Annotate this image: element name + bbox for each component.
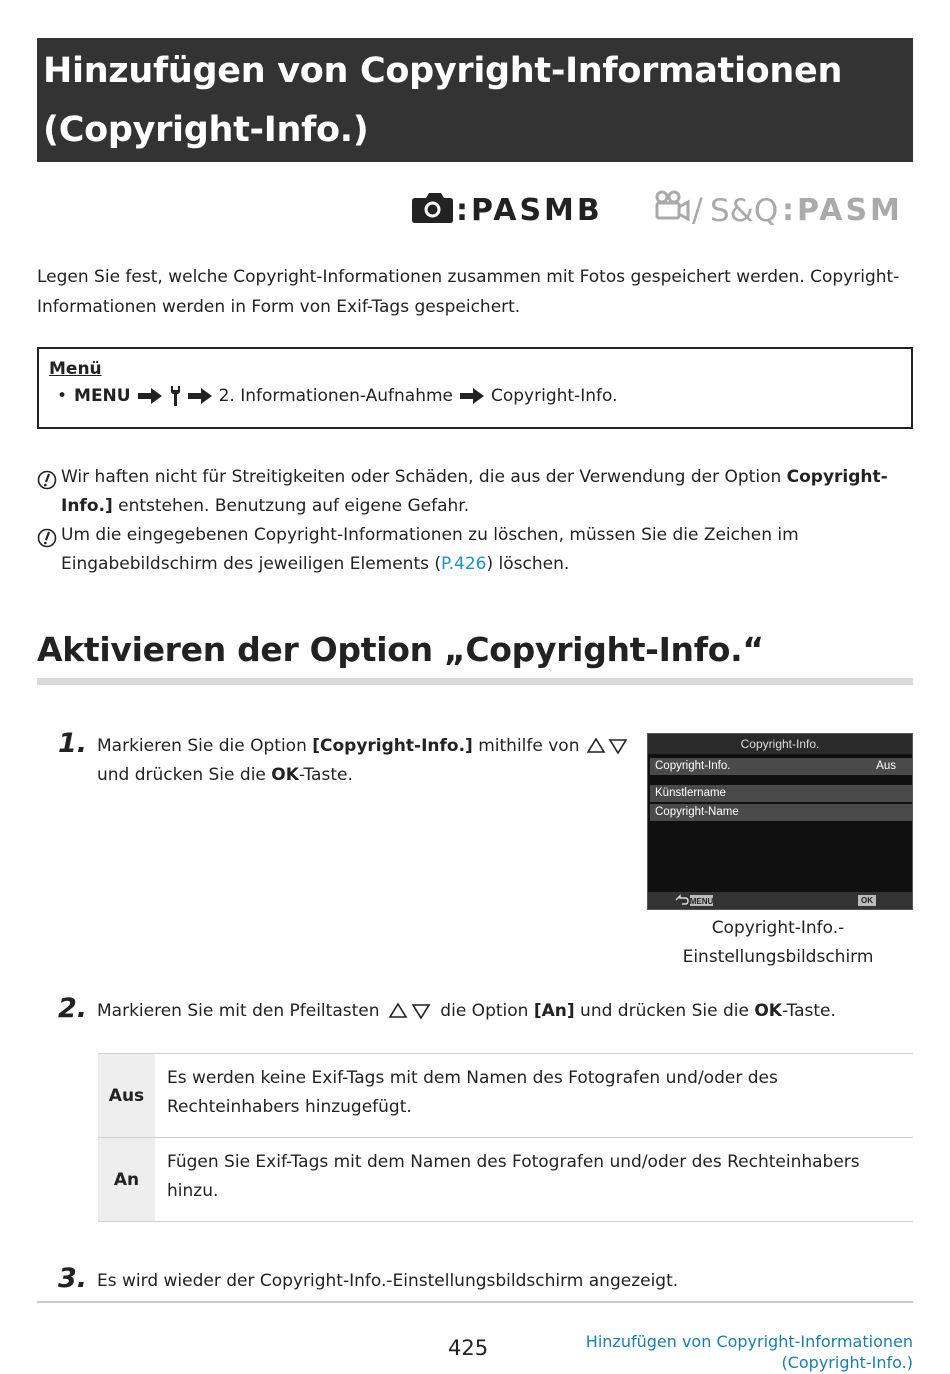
- screen-row-artist: Künstlername: [650, 785, 912, 802]
- note-1-text: Wir haften nicht für Streitigkeiten oder Schäden, die aus der Verwendung der Option: [61, 467, 787, 487]
- option-key: Aus: [98, 1054, 155, 1137]
- sq-text: S&Q: [710, 193, 779, 229]
- menu-box: [37, 347, 913, 429]
- wrench-icon: [169, 386, 181, 406]
- caution-icon: [37, 528, 57, 548]
- caution-note-1: [37, 463, 907, 521]
- caution-note-2: [37, 521, 907, 579]
- photo-modes-text: :PASMB: [456, 193, 603, 228]
- screen-title: Copyright-Info.: [648, 734, 912, 754]
- page-number: 425: [448, 1336, 489, 1360]
- step-1-text: Markieren Sie die Option [Copyright-Info.] mithilfe von und drücken Sie die OK-Taste.: [97, 732, 637, 790]
- intro-text: Legen Sie fest, welche Copyright-Informationen zusammen mit Fotos gespeichert werden. Copyright-Informationen werden in Form von Exif-Tags gespeichert.: [37, 267, 900, 317]
- bullet: •: [57, 386, 68, 406]
- step-1-number: 1.: [58, 728, 88, 759]
- slash-text: /: [692, 191, 703, 229]
- right-arrow-icon: [138, 388, 162, 404]
- menu-step-2: 2. Informationen-Aufnahme: [218, 386, 453, 406]
- note-1-bold: Copyright-Info.]: [61, 467, 888, 516]
- page-title-line2: (Copyright-Info.): [43, 110, 369, 150]
- option-description: Fügen Sie Exif-Tags mit dem Namen des Fotografen und/oder des Rechteinhabers hinzu.: [167, 1152, 860, 1201]
- camera-screen: [647, 733, 913, 910]
- note-2-text: Um die eingegebenen Copyright-Informationen zu löschen, müssen Sie die Zeichen im Eingabebildschirm des jeweiligen Elements (: [61, 525, 799, 574]
- footer-chapter-link[interactable]: Hinzufügen von Copyright-Informationen (Copyright-Info.): [585, 1332, 913, 1372]
- section-heading: Aktivieren der Option „Copyright-Info.“: [37, 630, 764, 669]
- option-key: An: [98, 1138, 155, 1221]
- camera-icon: [412, 193, 453, 223]
- option-row-an: [98, 1138, 913, 1222]
- step-3-text: Es wird wieder der Copyright-Info.-Einstellungsbildschirm angezeigt.: [97, 1271, 679, 1291]
- back-menu-icon: [674, 894, 714, 907]
- up-down-arrows-icon: [387, 1002, 433, 1020]
- step-3-number: 3.: [58, 1263, 88, 1294]
- caution-icon: [37, 470, 57, 490]
- note-1-text-end: entstehen. Benutzung auf eigene Gefahr.: [112, 496, 470, 516]
- page-link[interactable]: P.426: [441, 554, 487, 574]
- section-divider: [37, 678, 913, 685]
- menu-label: Menü: [49, 359, 102, 379]
- video-modes-text: :PASM: [782, 193, 903, 228]
- screen-row-copyright-info: Copyright-Info. Aus: [650, 758, 912, 775]
- option-description: Es werden keine Exif-Tags mit dem Namen des Fotografen und/oder des Rechteinhabers hinzugefügt.: [167, 1068, 778, 1117]
- right-arrow-icon: [460, 388, 484, 404]
- menu-step-3: Copyright-Info.: [491, 386, 618, 406]
- up-down-arrows-icon: [587, 737, 627, 755]
- screen-footer: [648, 892, 912, 909]
- options-table: [98, 1053, 913, 1222]
- step-2-number: 2.: [58, 993, 88, 1024]
- note-2-text-end: ) löschen.: [486, 554, 570, 574]
- movie-icon: [657, 192, 688, 219]
- screen-caption: Copyright-Info.- Einstellungsbildschirm: [682, 918, 874, 967]
- menu-path: [49, 381, 901, 411]
- svg-text:MENU: MENU: [689, 897, 714, 906]
- page-title: [37, 38, 913, 162]
- option-row-aus: [98, 1054, 913, 1138]
- footer-divider: [37, 1301, 913, 1303]
- screen-row-copyright-name: Copyright-Name: [650, 804, 912, 821]
- step-2-text: Markieren Sie mit den Pfeiltasten die Option [An] und drücken Sie die OK-Taste.: [97, 1001, 836, 1021]
- video-modes: [654, 186, 916, 230]
- right-arrow-icon: [188, 388, 212, 404]
- menu-word: MENU: [74, 386, 131, 406]
- ok-badge: OK: [858, 895, 876, 906]
- photo-modes: [410, 186, 625, 230]
- page-title-line1: Hinzufügen von Copyright-Informationen: [43, 51, 843, 91]
